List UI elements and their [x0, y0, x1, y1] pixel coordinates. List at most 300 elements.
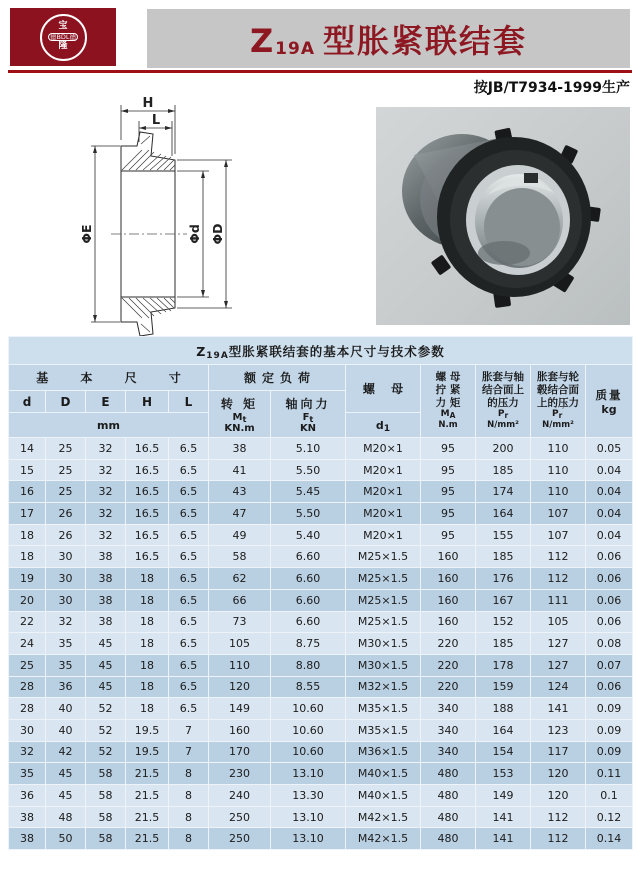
table-cell: 6.5: [169, 503, 209, 525]
table-cell: M30×1.5: [346, 633, 421, 655]
mass-label: 质量: [595, 387, 623, 402]
table-cell: 16: [9, 481, 46, 503]
table-cell: 120: [209, 676, 271, 698]
table-cell: 95: [421, 481, 476, 503]
table-row: [9, 719, 633, 741]
table-cell: 111: [531, 589, 586, 611]
table-cell: 176: [476, 568, 531, 590]
table-cell: 6.5: [169, 459, 209, 481]
table-cell: 164: [476, 719, 531, 741]
table-cell: 141: [531, 698, 586, 720]
header-divider: [8, 70, 632, 73]
table-cell: 66: [209, 589, 271, 611]
table-row: [9, 503, 633, 525]
product-photo: [376, 107, 630, 325]
table-cell: 38: [209, 438, 271, 460]
pressure-hub-line1: 胀套与轮: [537, 371, 579, 384]
tightening-torque-symbol-sub: A: [449, 411, 456, 421]
table-cell: 58: [86, 785, 126, 807]
table-row: [9, 524, 633, 546]
table-row: [9, 459, 633, 481]
tightening-torque-line2: 拧 紧: [435, 383, 461, 396]
table-cell: 16.5: [126, 503, 169, 525]
header-row-groups: [9, 365, 633, 391]
axial-force-label: 轴向力: [285, 396, 331, 411]
header-col-H: H: [126, 391, 169, 413]
torque-symbol-sub: t: [242, 413, 247, 424]
table-cell: 141: [476, 806, 531, 828]
table-cell: 152: [476, 611, 531, 633]
table-cell: 0.04: [586, 459, 633, 481]
table-row: [9, 438, 633, 460]
table-cell: 112: [531, 806, 586, 828]
table-body: [9, 438, 633, 850]
table-cell: 38: [86, 546, 126, 568]
table-cell: 160: [421, 568, 476, 590]
table-cell: 95: [421, 459, 476, 481]
table-cell: 250: [209, 806, 271, 828]
table-cell: 16.5: [126, 546, 169, 568]
page-title-prefix: Z: [249, 21, 276, 60]
pressure-shaft-symbol-sub: r: [504, 411, 509, 421]
table-cell: 16.5: [126, 459, 169, 481]
table-cell: 340: [421, 719, 476, 741]
table-cell: 13.30: [271, 785, 346, 807]
table-cell: 141: [476, 828, 531, 850]
table-cell: 5.50: [271, 503, 346, 525]
table-cell: 117: [531, 741, 586, 763]
table-row: [9, 568, 633, 590]
table-cell: M36×1.5: [346, 741, 421, 763]
table-cell: 110: [209, 654, 271, 676]
table-cell: 30: [46, 546, 86, 568]
table-cell: 32: [9, 741, 46, 763]
table-cell: 112: [531, 568, 586, 590]
table-cell: 45: [86, 676, 126, 698]
table-cell: 178: [476, 654, 531, 676]
table-cell: 95: [421, 438, 476, 460]
table-cell: 20: [9, 589, 46, 611]
table-cell: 21.5: [126, 828, 169, 850]
table-cell: 149: [209, 698, 271, 720]
table-cell: 340: [421, 741, 476, 763]
header-pressure-hub: [531, 365, 586, 438]
table-cell: 13.10: [271, 763, 346, 785]
header-col-E: E: [86, 391, 126, 413]
table-cell: 32: [46, 611, 86, 633]
table-cell: 6.5: [169, 698, 209, 720]
table-cell: 40: [46, 719, 86, 741]
table-cell: 18: [126, 654, 169, 676]
table-cell: 18: [9, 546, 46, 568]
table-cell: 107: [531, 503, 586, 525]
logo-text-top: 宝: [58, 21, 68, 32]
table-cell: M30×1.5: [346, 654, 421, 676]
table-cell: 8.75: [271, 633, 346, 655]
table-cell: M20×1: [346, 481, 421, 503]
table-cell: 62: [209, 568, 271, 590]
table-cell: 26: [46, 524, 86, 546]
table-cell: 6.5: [169, 568, 209, 590]
table-cell: 6.5: [169, 524, 209, 546]
sleeve-cross-section: [58, 94, 358, 340]
table-cell: 220: [421, 633, 476, 655]
table-cell: 24: [9, 633, 46, 655]
table-cell: 160: [421, 611, 476, 633]
table-cell: 149: [476, 785, 531, 807]
table-cell: M42×1.5: [346, 806, 421, 828]
pressure-shaft-unit: N/mm²: [487, 420, 519, 431]
table-row: [9, 741, 633, 763]
table-cell: 58: [86, 806, 126, 828]
table-title: [9, 337, 633, 365]
table-row: [9, 589, 633, 611]
table-cell: 35: [46, 633, 86, 655]
table-cell: 38: [9, 806, 46, 828]
header-nut-thread: [346, 413, 421, 438]
table-cell: 8: [169, 828, 209, 850]
pressure-shaft-line3: 的压力: [487, 396, 519, 409]
table-cell: 0.06: [586, 546, 633, 568]
nut-thread-symbol-sub: 1: [383, 422, 391, 434]
page-title-suffix: 型胀紧联结套: [323, 21, 528, 60]
table-cell: 14: [9, 438, 46, 460]
table-cell: 0.06: [586, 568, 633, 590]
table-cell: 160: [209, 719, 271, 741]
table-cell: 188: [476, 698, 531, 720]
table-cell: 25: [46, 481, 86, 503]
table-title-suffix: 型胀紧联结套的基本尺寸与技术参数: [228, 343, 445, 359]
table-row: [9, 633, 633, 655]
table-cell: 30: [9, 719, 46, 741]
torque-symbol: M: [232, 411, 243, 423]
table-cell: 28: [9, 698, 46, 720]
table-cell: 112: [531, 546, 586, 568]
table-cell: 0.12: [586, 806, 633, 828]
table-cell: 5.10: [271, 438, 346, 460]
table-cell: M20×1: [346, 438, 421, 460]
table-cell: 18: [126, 568, 169, 590]
header-torque: [209, 391, 271, 438]
table-cell: 220: [421, 676, 476, 698]
header-nut: 螺 母: [346, 365, 421, 413]
table-cell: 5.45: [271, 481, 346, 503]
table-cell: 110: [531, 459, 586, 481]
table-cell: 160: [421, 589, 476, 611]
header-unit-mm: mm: [9, 413, 209, 438]
table-cell: 52: [86, 741, 126, 763]
table-cell: 0.04: [586, 503, 633, 525]
table-cell: 6.5: [169, 633, 209, 655]
table-cell: 58: [209, 546, 271, 568]
table-cell: M20×1: [346, 524, 421, 546]
table-cell: 220: [421, 654, 476, 676]
table-cell: 8: [169, 806, 209, 828]
dimension-label-phi-e: ΦE: [79, 224, 94, 244]
table-cell: 0.05: [586, 438, 633, 460]
pressure-hub-symbol-sub: r: [558, 411, 563, 421]
table-cell: 6.60: [271, 589, 346, 611]
table-cell: 110: [531, 481, 586, 503]
table-cell: 0.04: [586, 481, 633, 503]
table-cell: 52: [86, 698, 126, 720]
table-cell: 0.04: [586, 524, 633, 546]
table-cell: 95: [421, 503, 476, 525]
table-row: [9, 654, 633, 676]
pressure-shaft-line1: 胀套与轴: [482, 371, 524, 384]
header-pressure-shaft: [476, 365, 531, 438]
table-cell: M40×1.5: [346, 763, 421, 785]
table-cell: 25: [9, 654, 46, 676]
table-cell: 153: [476, 763, 531, 785]
table-cell: 105: [531, 611, 586, 633]
table-cell: 0.09: [586, 719, 633, 741]
table-cell: 25: [46, 459, 86, 481]
table-cell: 0.09: [586, 698, 633, 720]
table-cell: 127: [531, 633, 586, 655]
table-cell: 58: [86, 763, 126, 785]
table-cell: 38: [9, 828, 46, 850]
table-cell: 18: [126, 633, 169, 655]
table-cell: 0.08: [586, 633, 633, 655]
header-axial-force: [271, 391, 346, 438]
axial-force-unit: KN: [299, 422, 317, 434]
pressure-hub-unit: N/mm²: [542, 420, 574, 431]
table-cell: 21.5: [126, 785, 169, 807]
table-cell: 155: [476, 524, 531, 546]
table-cell: 18: [9, 524, 46, 546]
logo-text-middle: 德BDL德: [49, 32, 77, 41]
header-basic-dimensions: 基 本 尺 寸: [9, 365, 209, 391]
dimension-label-phi-d-big: ΦD: [210, 223, 225, 245]
tightening-torque-line3: 力 矩: [435, 396, 461, 409]
table-row: [9, 806, 633, 828]
table-cell: 16.5: [126, 438, 169, 460]
table-cell: 35: [46, 654, 86, 676]
mass-unit: kg: [601, 402, 617, 416]
table-cell: 25: [46, 438, 86, 460]
table-cell: 19.5: [126, 741, 169, 763]
table-cell: M25×1.5: [346, 568, 421, 590]
table-cell: 15: [9, 459, 46, 481]
table-cell: 185: [476, 459, 531, 481]
pressure-hub-symbol: P: [552, 409, 559, 420]
table-cell: 45: [46, 785, 86, 807]
table-cell: 5.50: [271, 459, 346, 481]
table-cell: 26: [46, 503, 86, 525]
table-cell: 6.5: [169, 481, 209, 503]
table-cell: 6.5: [169, 589, 209, 611]
table-cell: 41: [209, 459, 271, 481]
table-cell: 185: [476, 633, 531, 655]
table-cell: 10.60: [271, 698, 346, 720]
table-cell: 13.10: [271, 828, 346, 850]
table-cell: 0.11: [586, 763, 633, 785]
table-row: [9, 785, 633, 807]
table-cell: 40: [46, 698, 86, 720]
table-cell: 6.60: [271, 568, 346, 590]
table-cell: 49: [209, 524, 271, 546]
dimension-label-h: H: [142, 96, 154, 111]
table-cell: 105: [209, 633, 271, 655]
table-cell: 107: [531, 524, 586, 546]
torque-unit: KN.m: [224, 422, 255, 434]
table-title-subscript: 19A: [206, 350, 229, 361]
table-cell: 6.60: [271, 611, 346, 633]
table-cell: 240: [209, 785, 271, 807]
table-title-prefix: Z: [196, 343, 207, 359]
table-cell: 6.5: [169, 438, 209, 460]
table-cell: 250: [209, 828, 271, 850]
pressure-shaft-symbol: P: [497, 409, 505, 420]
table-cell: 159: [476, 676, 531, 698]
page-title: [250, 16, 527, 62]
table-cell: M35×1.5: [346, 698, 421, 720]
pressure-hub-line2: 毂结合面: [537, 383, 579, 396]
table-row: [9, 546, 633, 568]
header-col-D: D: [46, 391, 86, 413]
table-cell: M20×1: [346, 503, 421, 525]
table-cell: 10.60: [271, 719, 346, 741]
table-cell: 120: [531, 785, 586, 807]
table-cell: 480: [421, 828, 476, 850]
table-cell: 123: [531, 719, 586, 741]
table-cell: 124: [531, 676, 586, 698]
table-cell: 6.5: [169, 546, 209, 568]
axial-force-symbol-sub: t: [309, 413, 314, 424]
table-cell: 0.14: [586, 828, 633, 850]
table-cell: 6.5: [169, 676, 209, 698]
table-cell: 47: [209, 503, 271, 525]
table-cell: M25×1.5: [346, 589, 421, 611]
table-cell: 30: [46, 568, 86, 590]
table-cell: 58: [86, 828, 126, 850]
table-cell: 7: [169, 719, 209, 741]
dimension-label-phi-d-small: Φd: [187, 224, 202, 244]
table-cell: 22: [9, 611, 46, 633]
tightening-torque-symbol: M: [440, 409, 450, 420]
pressure-hub-line3: 上的压力: [537, 396, 579, 409]
table-cell: 0.06: [586, 589, 633, 611]
brand-logo: [10, 8, 116, 66]
table-cell: 32: [86, 481, 126, 503]
table-cell: 13.10: [271, 806, 346, 828]
table-cell: 8.55: [271, 676, 346, 698]
table-cell: 21.5: [126, 806, 169, 828]
table-cell: 0.07: [586, 654, 633, 676]
header-col-d: d: [9, 391, 46, 413]
table-cell: 32: [86, 438, 126, 460]
table-cell: 38: [86, 589, 126, 611]
header-tightening-torque: [421, 365, 476, 438]
table-cell: 17: [9, 503, 46, 525]
spec-table: [8, 336, 633, 850]
table-cell: 200: [476, 438, 531, 460]
table-cell: 45: [86, 633, 126, 655]
table-cell: 18: [126, 698, 169, 720]
production-standard-note: 按JB/T7934-1999生产: [473, 80, 630, 96]
table-cell: 32: [86, 524, 126, 546]
technical-drawing: [58, 94, 358, 340]
table-cell: 480: [421, 806, 476, 828]
tightening-torque-line1: 螺 母: [435, 371, 461, 384]
table-cell: 21.5: [126, 763, 169, 785]
table-cell: 16.5: [126, 481, 169, 503]
table-row: [9, 676, 633, 698]
table-cell: 0.1: [586, 785, 633, 807]
table-cell: 174: [476, 481, 531, 503]
table-cell: 185: [476, 546, 531, 568]
table-cell: 19: [9, 568, 46, 590]
table-row: [9, 611, 633, 633]
table-cell: 8: [169, 785, 209, 807]
table-cell: 32: [86, 503, 126, 525]
table-cell: 19.5: [126, 719, 169, 741]
table-cell: M40×1.5: [346, 785, 421, 807]
table-cell: 45: [46, 763, 86, 785]
table-cell: M25×1.5: [346, 611, 421, 633]
table-cell: 112: [531, 828, 586, 850]
table-cell: 52: [86, 719, 126, 741]
table-row: [9, 763, 633, 785]
table-row: [9, 481, 633, 503]
table-cell: 18: [126, 676, 169, 698]
table-cell: 50: [46, 828, 86, 850]
table-cell: 127: [531, 654, 586, 676]
table-cell: 16.5: [126, 524, 169, 546]
table-cell: 120: [531, 763, 586, 785]
table-cell: 6.60: [271, 546, 346, 568]
table-cell: 230: [209, 763, 271, 785]
table-cell: 36: [46, 676, 86, 698]
table-cell: 38: [86, 568, 126, 590]
header-mass: [586, 365, 633, 438]
table-cell: 480: [421, 785, 476, 807]
table-cell: 95: [421, 524, 476, 546]
table-cell: 167: [476, 589, 531, 611]
table-cell: 170: [209, 741, 271, 763]
table-cell: 45: [86, 654, 126, 676]
table-cell: 6.5: [169, 654, 209, 676]
tightening-torque-unit: N.m: [438, 420, 458, 431]
axial-force-symbol: F: [302, 411, 310, 423]
table-cell: 154: [476, 741, 531, 763]
table-cell: 32: [86, 459, 126, 481]
table-cell: 38: [86, 611, 126, 633]
table-cell: 164: [476, 503, 531, 525]
table-cell: M35×1.5: [346, 719, 421, 741]
header-col-L: L: [169, 391, 209, 413]
table-cell: 48: [46, 806, 86, 828]
brand-logo-circle: [40, 14, 87, 61]
table-cell: 160: [421, 546, 476, 568]
table-cell: M32×1.5: [346, 676, 421, 698]
dimension-label-l: L: [151, 113, 161, 128]
table-cell: 18: [126, 589, 169, 611]
table-cell: 36: [9, 785, 46, 807]
table-cell: 6.5: [169, 611, 209, 633]
banner-title-bar: [147, 9, 630, 68]
table-cell: 10.60: [271, 741, 346, 763]
table-cell: M20×1: [346, 459, 421, 481]
table-cell: 18: [126, 611, 169, 633]
table-row: [9, 828, 633, 850]
table-cell: 8.80: [271, 654, 346, 676]
table-cell: 0.06: [586, 611, 633, 633]
table-cell: 5.40: [271, 524, 346, 546]
table-cell: 7: [169, 741, 209, 763]
table-cell: M42×1.5: [346, 828, 421, 850]
